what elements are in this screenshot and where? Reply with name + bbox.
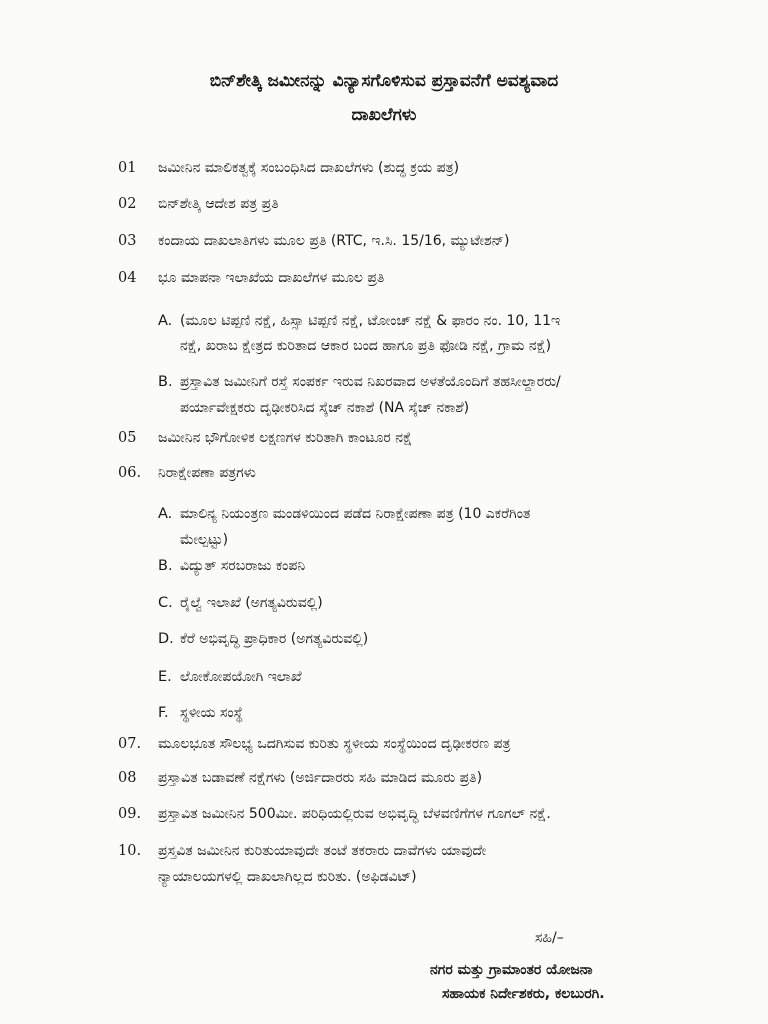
sub-item-letter: B. xyxy=(158,374,173,390)
sub-item-letter: A. xyxy=(158,313,173,329)
sub-item-letter: D. xyxy=(158,631,174,647)
sub-item-line-2: ನಕ್ಷೆ, ಖರಾಬ ಕ್ಷೇತ್ರದ ಕುರಿತಾದ ಆಕಾರ ಬಂದ ಹಾಗೂ ಪ್ರತಿ ಫೋಡಿ ನಕ್ಷೆ, ಗ್ರಾಮ ನಕ್ಷೆ) xyxy=(180,338,552,354)
item-text: ಭೂ ಮಾಪನಾ ಇಲಾಖೆಯ ದಾಖಲೆಗಳ ಮೂಲ ಪ್ರತಿ xyxy=(158,270,385,286)
item-text: ಬಿನ್‌ಶೇತ್ಕಿ ಆದೇಶ ಪತ್ರ ಪ್ರತಿ xyxy=(158,196,279,212)
sub-item-letter: F. xyxy=(158,705,169,721)
signatory-office: ನಗರ ಮತ್ತು ಗ್ರಾಮಾಂತರ ಯೋಜನಾ xyxy=(430,962,593,978)
sub-item-text: ಲೋಕೋಪಯೋಗಿ ಇಲಾಖೆ xyxy=(180,669,302,685)
title-line-1: ಬಿನ್‌ಶೇತ್ಕಿ ಜಮೀನನ್ನು ವಿನ್ಯಾಸಗೊಳಿಸುವ ಪ್ರಸ್ತಾವನೆಗೆ ಅವಶ್ಯವಾದ xyxy=(209,71,559,91)
item-text-line-1: ಪ್ರಸ್ತವಿತ ಜಮೀನಿನ ಕುರಿತುಯಾವುದೇ ತಂಟೆ ತಕರಾರು ದಾವೆಗಳು ಯಾವುದೇ xyxy=(158,843,487,859)
sub-item-letter: C. xyxy=(158,595,173,611)
item-number: 06. xyxy=(118,465,142,481)
item-number: 07. xyxy=(118,736,142,752)
sub-item-line-2: ಪರ್ಯಾವೇಕ್ಷಕರು ದೃಢೀಕರಿಸಿದ ಸ್ಕೆಚ್ ನಕಾಶೆ (NA ಸ್ಕೆಚ್ ನಕಾಶೆ) xyxy=(180,400,470,416)
item-text: ನಿರಾಕ್ಷೇಪಣಾ ಪತ್ರಗಳು xyxy=(158,465,256,481)
item-number: 05 xyxy=(118,430,137,446)
item-text: ಜಮೀನಿನ ಭೌಗೋಳಿಕ ಲಕ್ಷಣಗಳ ಕುರಿತಾಗಿ ಕಾಂಟೂರ ನಕ್ಷೆ xyxy=(158,430,413,446)
item-text: ಕಂದಾಯ ದಾಖಲಾತಿಗಳು ಮೂಲ ಪ್ರತಿ (RTC, ಇ.ಸಿ. 15/16, ಮ್ಯುಟೇಶನ್) xyxy=(158,233,510,249)
item-number: 01 xyxy=(118,160,137,176)
item-number: 08 xyxy=(118,770,137,786)
signature-mark: ಸಹಿ/– xyxy=(535,930,564,946)
sub-item-line-2: ಮೇಲ್ಪಟ್ಟು) xyxy=(180,532,229,548)
item-text: ಪ್ರಸ್ತಾವಿತ ಬಡಾವಣೆ ನಕ್ಷೆಗಳು (ಅರ್ಜಿದಾರರು ಸಹಿ ಮಾಡಿದ ಮೂರು ಪ್ರತಿ) xyxy=(158,770,483,786)
sub-item-letter: A. xyxy=(158,506,173,522)
sub-item-text: ಸ್ಥಳೀಯ ಸಂಸ್ಥೆ xyxy=(180,705,243,721)
sub-item-text: ರೈಲ್ವೆ ಇಲಾಖೆ (ಅಗತ್ಯವಿರುವಲ್ಲಿ) xyxy=(180,595,323,611)
title-line-2: ದಾಖಲೆಗಳು xyxy=(351,105,417,125)
sub-item-letter: E. xyxy=(158,669,172,685)
item-text: ಜಮೀನಿನ ಮಾಲಿಕತ್ವಕ್ಕೆ ಸಂಬಂಧಿಸಿದ ದಾಖಲೆಗಳು (ಶುದ್ಧ ಕ್ರಯ ಪತ್ರ) xyxy=(158,160,460,176)
item-text: ಪ್ರಸ್ತಾವಿತ ಜಮೀನಿನ 500ಮೀ. ಪರಿಧಿಯಲ್ಲಿರುವ ಅಭಿವೃದ್ಧಿ ಬೆಳವಣಿಗೆಗಳ ಗೂಗಲ್ ನಕ್ಷೆ. xyxy=(158,806,551,822)
item-number: 04 xyxy=(118,270,137,286)
item-number: 02 xyxy=(118,196,137,212)
sub-item-line-1: ಪ್ರಸ್ತಾವಿತ ಜಮೀನಿಗೆ ರಸ್ತೆ ಸಂಪರ್ಕ ಇರುವ ನಿಖರವಾದ ಅಳತೆಯೊಂದಿಗೆ ತಹಸೀಲ್ದಾರರು/ xyxy=(180,374,561,390)
sub-item-line-1: (ಮೂಲ ಟಿಪ್ಪಣಿ ನಕ್ಷೆ, ಹಿಸ್ಸಾ ಟಿಪ್ಪಣಿ ನಕ್ಷೆ, ಟೋಂಚ್ ನಕ್ಷೆ & ಫಾರಂ ನಂ. 10, 11ಇ xyxy=(180,313,561,329)
item-number: 09. xyxy=(118,806,142,822)
item-number: 03 xyxy=(118,233,137,249)
item-text-line-2: ನ್ಯಾಯಾಲಯಗಳಲ್ಲಿ ದಾಖಲಾಗಿಲ್ಲದ ಕುರಿತು. (ಅಫಿಡವಿಟ್) xyxy=(158,869,417,885)
document-title xyxy=(60,64,708,132)
sub-item-line-1: ಮಾಲಿನ್ಯ ನಿಯಂತ್ರಣ ಮಂಡಳಿಯಿಂದ ಪಡೆದ ನಿರಾಕ್ಷೇಪಣಾ ಪತ್ರ (10 ಎಕರೆಗಿಂತ xyxy=(180,506,531,522)
sub-item-text: ವಿದ್ಯುತ್ ಸರಬರಾಜು ಕಂಪನಿ xyxy=(180,558,306,574)
item-text: ಮೂಲಭೂತ ಸೌಲಭ್ಯ ಒದಗಿಸುವ ಕುರಿತು ಸ್ಥಳೀಯ ಸಂಸ್ಥೆಯಿಂದ ದೃಢೀಕರಣ ಪತ್ರ xyxy=(158,736,511,752)
sub-item-letter: B. xyxy=(158,558,173,574)
item-number: 10. xyxy=(118,843,142,859)
signatory-designation: ಸಹಾಯಕ ನಿರ್ದೇಶಕರು, ಕಲಬುರಗಿ. xyxy=(442,986,605,1002)
sub-item-text: ಕೆರೆ ಅಭಿವೃದ್ಧಿ ಪ್ರಾಧಿಕಾರ (ಅಗತ್ಯವಿರುವಲ್ಲಿ) xyxy=(180,631,369,647)
